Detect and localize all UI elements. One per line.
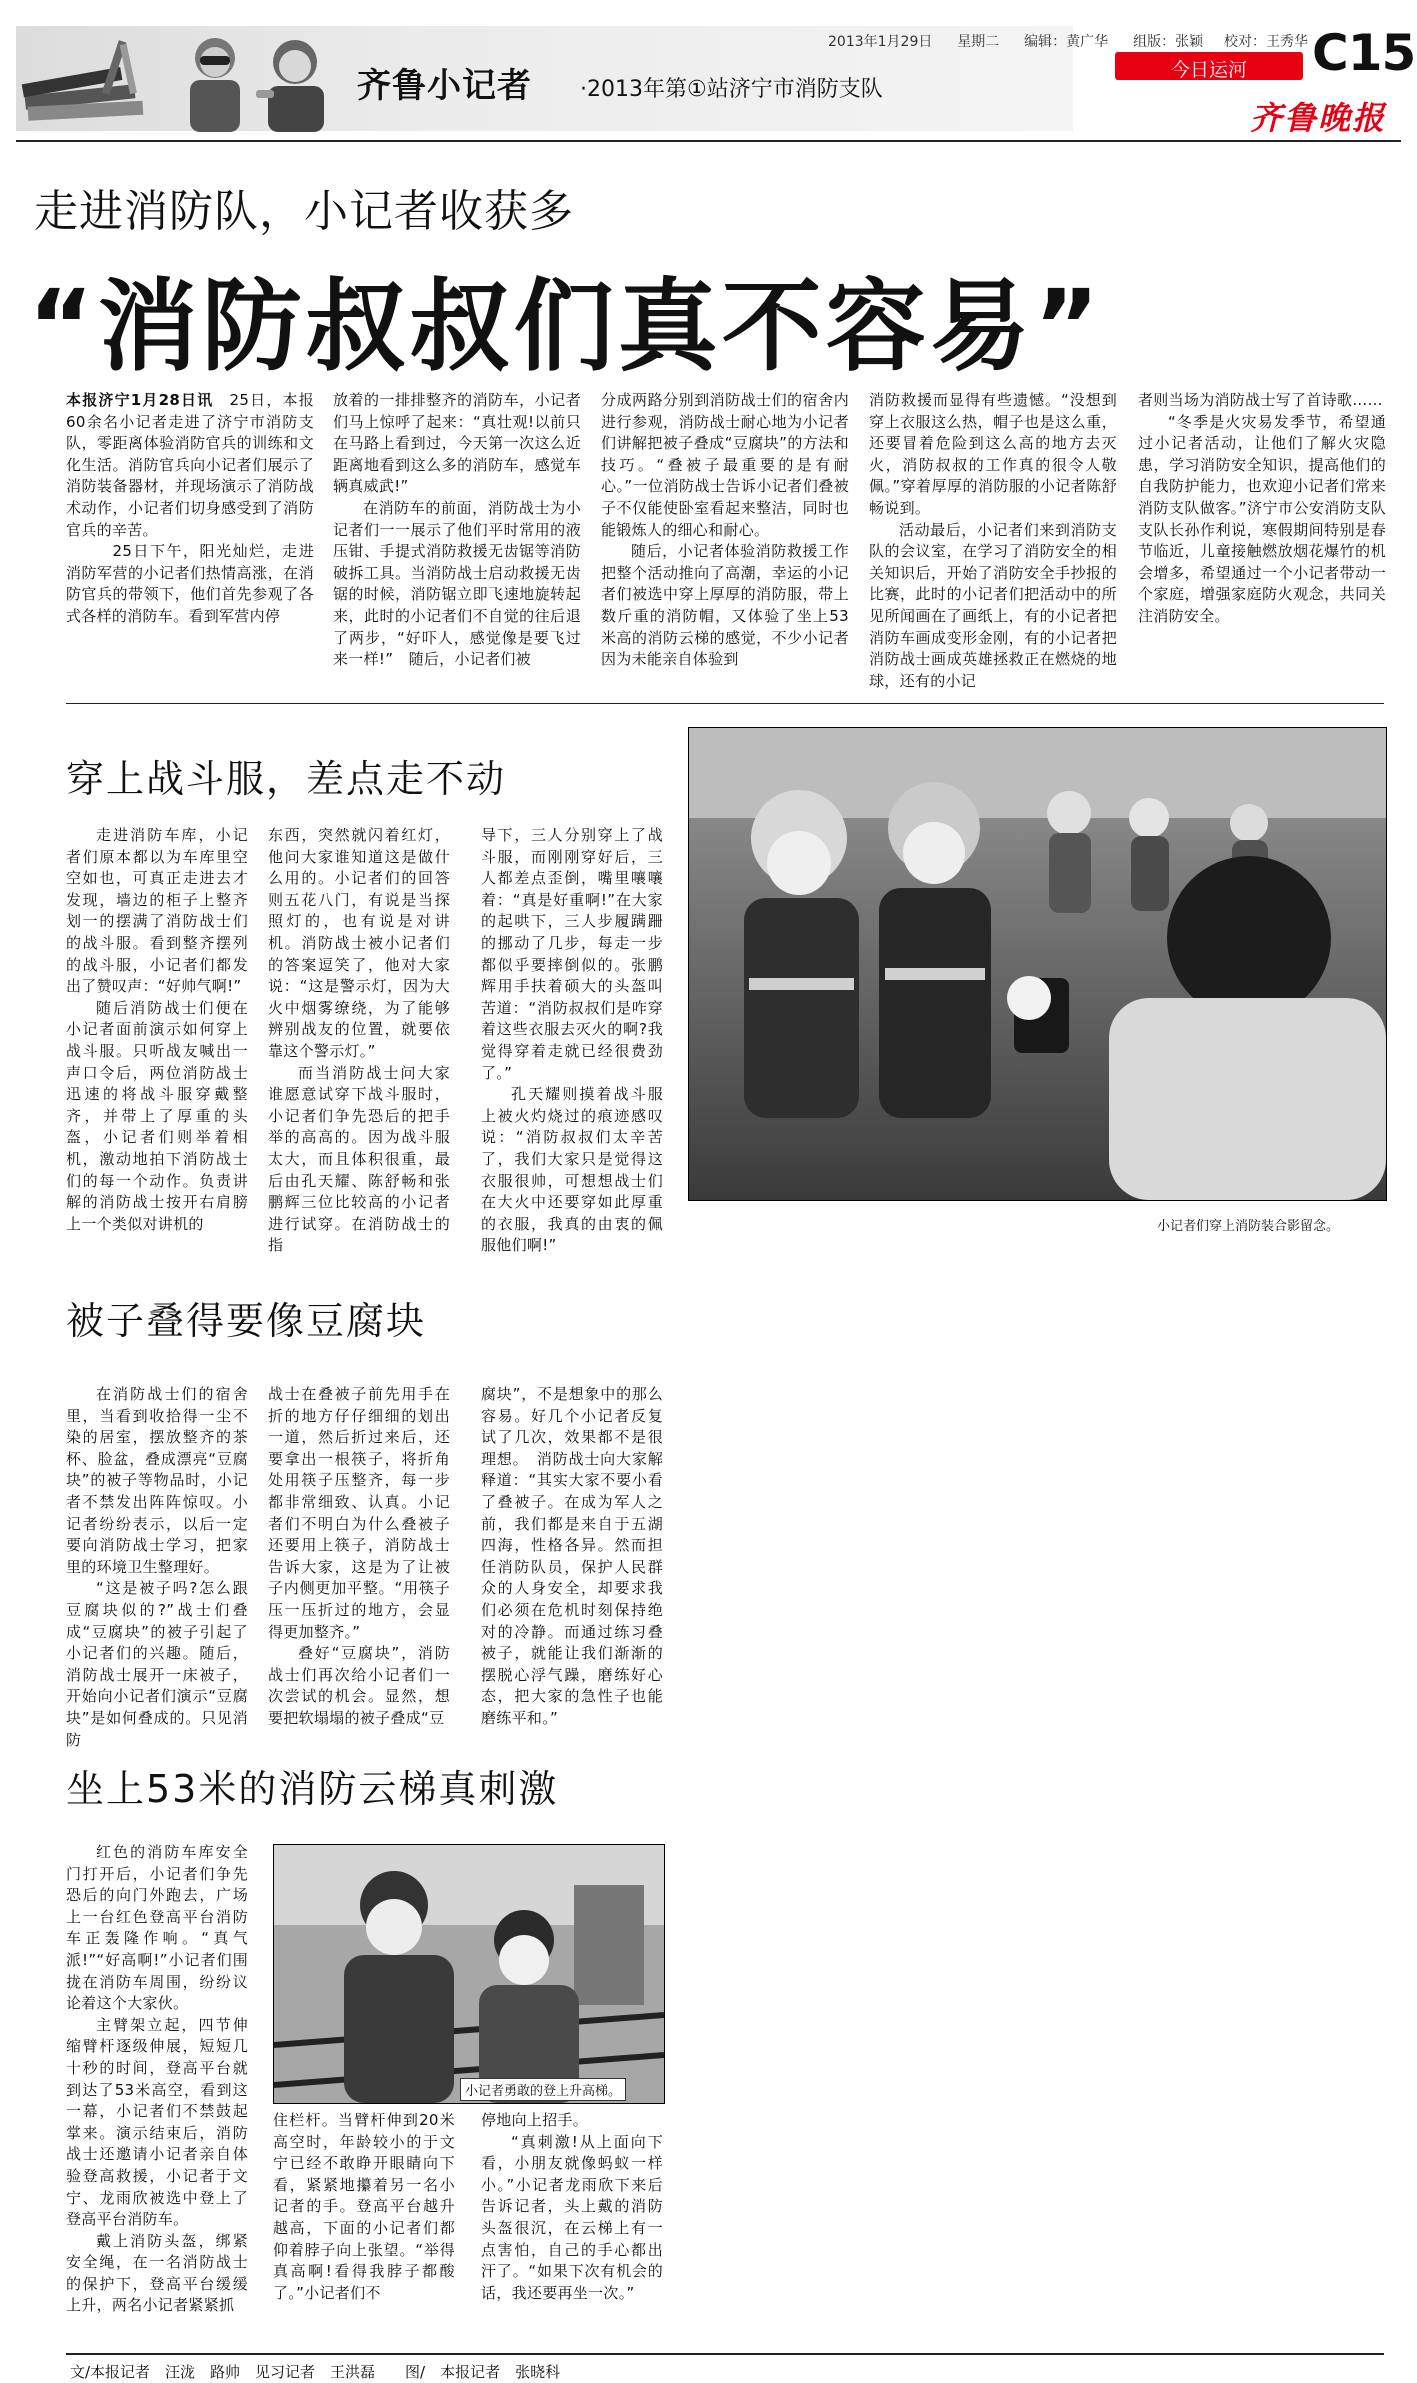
section3-title: 坐上53米的消防云梯真刺激 xyxy=(66,1767,559,1811)
books-illustration xyxy=(20,30,170,130)
lead-headline: “消防叔叔们真不容易” xyxy=(28,268,1104,385)
lead-col3-p2: 随后，小记者体验消防救援工作把整个活动推向了高潮，幸运的小记者们被选中穿上厚厚的消防服，带上数斤重的消防帽，又体验了坐上53米高的消防云梯的感觉，不少小记者因为未能亲自体验到 xyxy=(601,542,849,669)
column-name: 齐鲁小记者 xyxy=(357,66,532,106)
lead-column-4 xyxy=(869,390,1117,692)
s2-col2-p2: 叠好“豆腐块”，消防战士们再次给小记者们一次尝试的机会。显然，想要把软塌塌的被子叠成“豆 xyxy=(268,1644,450,1727)
lead-rule xyxy=(66,703,1384,704)
section1-title: 穿上战斗服，差点走不动 xyxy=(66,757,507,801)
children-illustration xyxy=(160,28,350,132)
footer-rule xyxy=(66,2353,1384,2355)
editor-credit: 编辑：黄广华 xyxy=(1024,34,1109,50)
section1-photo xyxy=(688,727,1387,1201)
s1-col3-p1: 导下，三人分别穿上了战斗服，而刚刚穿好后，三人都差点歪倒，嘴里嚷嚷着：“真是好重啊!”在大家的起哄下，三人步履蹒跚的挪动了几步，每走一步都似乎要摔倒似的。张鹏辉用手扶着硕大的头盔叫苦道：“消防叔叔们是咋穿着这些衣服去灭火的啊?我觉得穿着走就已经很费劲了。” xyxy=(481,826,663,1082)
dateline-row xyxy=(828,31,1308,51)
issue-date: 2013年1月29日 xyxy=(828,34,933,50)
section3-column-2 xyxy=(273,2110,455,2304)
footer-byline: 文/本报记者 汪泷 路帅 见习记者 王洪磊 图/ 本报记者 张晓科 xyxy=(70,2363,561,2381)
page-number: C15 xyxy=(1312,24,1416,82)
s1-col1-p1: 走进消防车库，小记者们原本都以为车库里空空如也，可真正走进去才发现，墙边的柜子上整齐划一的摆满了消防战士们的战斗服。看到整齐摆列的战斗服，小记者们都发出了赞叹声：“好帅气啊!” xyxy=(66,826,248,996)
section2-column-2 xyxy=(268,1384,450,1730)
layout-credit: 组版：张颖 xyxy=(1133,34,1204,50)
proof-credit: 校对：王秀华 xyxy=(1223,34,1308,50)
lead-column-5 xyxy=(1138,390,1386,628)
section-name: 今日运河 xyxy=(1170,59,1247,81)
s1-col2-p1: 东西，突然就闪着红灯，他问大家谁知道这是做什么用的。小记者们的回答则五花八门，有说是当探照灯的，也有说是对讲机。消防战士被小记者们的答案逗笑了，他对大家说：“这是警示灯，因为大火中烟雾缭绕，为了能够辨别战友的位置，就要依靠这个警示灯。” xyxy=(268,826,450,1060)
s1-col3-p2: 孔天耀则摸着战斗服上被火灼烧过的痕迹感叹说：“消防叔叔们太辛苦了，我们大家只是觉得这衣服很帅，可想想战士们在大火中还要穿如此厚重的衣服，我真的由衷的佩服他们啊!” xyxy=(481,1085,663,1255)
s2-col2-p1: 战士在叠被子前先用手在折的地方仔仔细细的划出一道，然后折过来后，还要拿出一根筷子，将折角处用筷子压整齐，每一步都非常细致、认真。小记者们不明白为什么叠被子还要用上筷子，消防战士告诉大家，这是为了让被子内侧更加平整。“用筷子压一压折过的地方，会显得更加整齐。” xyxy=(268,1385,450,1641)
section3-column-1 xyxy=(66,1842,248,2317)
lead-column-3 xyxy=(601,390,849,671)
s3-col1-p2: 主臂架立起，四节伸缩臂杆逐级伸展，短短几十秒的时间，登高平台就到达了53米高空，看到这一幕，小记者们不禁鼓起掌来。演示结束后，消防战士还邀请小记者亲自体验登高救援，小记者于文宁、龙雨欣被选中登上了登高平台消防车。 xyxy=(66,2015,248,2229)
section1-column-1 xyxy=(66,825,248,1235)
section1-column-2 xyxy=(268,825,450,1257)
s1-col2-p2: 而当消防战士问大家谁愿意试穿下战斗服时，小记者们争先恐后的把手举的高高的。因为战斗服太大，而且体积很重，最后由孔天耀、陈舒畅和张鹏辉三位比较高的小记者进行试穿。在消防战士的指 xyxy=(268,1063,450,1255)
lead-col4-p1: 消防救援而显得有些遗憾。“没想到穿上衣服这么热，帽子也是这么重，还要冒着危险到这么高的地方去灭火，消防叔叔的工作真的很令人敬佩。”穿着厚厚的消防服的小记者陈舒畅说到。 xyxy=(869,391,1117,517)
s3-col2-p1: 住栏杆。当臂杆伸到20米高空时，年龄较小的于文宁已经不敢睁开眼睛向下看，紧紧地攥着另一名小记者的手。登高平台越升越高，下面的小记者们都仰着脖子向上张望。“举得真高啊!看得我脖子都酸了。”小记者们不 xyxy=(273,2111,455,2302)
lead-col3-p1: 分成两路分别到消防战士们的宿舍内进行参观，消防战士耐心地为小记者们讲解把被子叠成“豆腐块”的方法和技巧。“叠被子最重要的是有耐心。”一位消防战士告诉小记者们叠被子不仅能使卧室看起来整洁，同时也能锻炼人的细心和耐心。 xyxy=(601,391,849,539)
section3-photo xyxy=(273,1844,665,2104)
lead-col4-p2: 活动最后，小记者们来到消防支队的会议室，在学习了消防安全的相关知识后，开始了消防安全手抄报的比赛，此时的小记者们把活动中的所见所闻画在了画纸上，有的小记者把消防车画成变形金刚，有的小记者把消防战士画成英雄拯救正在燃烧的地球，还有的小记 xyxy=(869,520,1117,690)
section1-column-3 xyxy=(481,825,663,1257)
lead-col5-p1: 者则当场为消防战士写了首诗歌…… xyxy=(1138,391,1383,409)
lead-dateline: 本报济宁1月28日讯 xyxy=(66,391,214,409)
section2-column-3 xyxy=(481,1384,663,1730)
s3-col3-p2: “真刺激!从上面向下看，小朋友就像蚂蚁一样小。”小记者龙雨欣下来后告诉记者，头上戴的消防头盔很沉，在云梯上有一点害怕，自己的手心都出汗了。“如果下次有机会的话，我还要再坐一次。” xyxy=(481,2132,663,2302)
lead-col2-p2: 在消防车的前面，消防战士为小记者们一一展示了他们平时常用的液压钳、手提式消防救援无齿锯等消防破拆工具。当消防战士启动救援无齿锯的时候，消防锯立即飞速地旋转起来，此时的小记者们不自觉的往后退了两步，“好吓人，感觉像是要飞过来一样!” 随后，小记者们被 xyxy=(333,498,581,669)
lead-col1-p2: 25日下午，阳光灿烂，走进消防军营的小记者们热情高涨，在消防官兵的带领下，他们首先参观了各式各样的消防车。看到军营内停 xyxy=(66,542,314,625)
lead-column-2 xyxy=(333,390,581,671)
s3-col1-p3: 戴上消防头盔，绑紧安全绳，在一名消防战士的保护下，登高平台缓缓上升，两名小记者紧紧抓 xyxy=(66,2231,248,2315)
issue-weekday: 星期二 xyxy=(957,34,1000,50)
section3-photo-caption: 小记者勇敢的登上升高梯。 xyxy=(460,2078,626,2101)
lead-kicker: 走进消防队，小记者收获多 xyxy=(34,186,574,237)
column-subtitle: ·2013年第①站济宁市消防支队 xyxy=(580,77,883,102)
s2-col1-p1: 在消防战士们的宿舍里，当看到收拾得一尘不染的居室，摆放整齐的茶杯、脸盆，叠成漂亮“豆腐块”的被子等物品时，小记者不禁发出阵阵惊叹。小记者纷纷表示，以后一定要向消防战士学习，把家里的环境卫生整理好。 xyxy=(66,1385,248,1576)
s2-col3-p1: 腐块”，不是想象中的那么容易。好几个小记者反复试了几次，效果都不是很理想。 消防战士向大家解释道：“其实大家不要小看了叠被子。在成为军人之前，我们都是来自于五湖四海，性格各异。然而担任消防队员，保护人民群众的人身安全，却要求我们必须在危机时刻保持绝对的冷静。而通过练习叠被子，就能让我们渐渐的摆脱心浮气躁，磨练好心态，把大家的急性子也能磨练平和。” xyxy=(481,1385,663,1727)
lead-col1-p1: 25日，本报60余名小记者走进了济宁市消防支队，零距离体验消防官兵的训练和文化生活。消防官兵向小记者们展示了消防装备器材，并现场演示了消防战术动作，小记者们切身感受到了消防官兵的辛苦。 xyxy=(66,391,315,539)
section2-title: 被子叠得要像豆腐块 xyxy=(66,1299,427,1343)
section3-column-3 xyxy=(481,2110,663,2304)
s3-col1-p1: 红色的消防车库安全门打开后，小记者们争先恐后的向门外跑去，广场上一台红色登高平台消防车正轰隆作响。“真气派!”“好高啊!”小记者们围拢在消防车周围，纷纷议论着这个大家伙。 xyxy=(66,1843,248,2013)
s2-col1-p2: “这是被子吗?怎么跟豆腐块似的?”战士们叠成“豆腐块”的被子引起了小记者们的兴趣。随后，消防战士展开一床被子，开始向小记者们演示“豆腐块”是如何叠成的。只见消防 xyxy=(66,1579,248,1749)
s3-col3-p1: 停地向上招手。 xyxy=(481,2111,589,2129)
lead-col2-p1: 放着的一排排整齐的消防车，小记者们马上惊呼了起来：“真壮观!以前只在马路上看到过，今天第一次这么近距离地看到这么多的消防车，感觉车辆真威武!” xyxy=(333,391,581,496)
section2-column-1 xyxy=(66,1384,248,1751)
section1-photo-caption: 小记者们穿上消防装合影留念。 xyxy=(1157,1219,1340,1234)
lead-column-1 xyxy=(66,390,314,628)
newspaper-logo: 齐鲁晚报 xyxy=(1250,99,1387,137)
s1-col1-p2: 随后消防战士们便在小记者面前演示如何穿上战斗服。只听战友喊出一声口令后，两位消防战士迅速的将战斗服穿戴整齐，并带上了厚重的头盔，小记者们则举着相机，激动地拍下消防战士们的每一个动作。负责讲解的消防战士按开右肩膀上一个类似对讲机的 xyxy=(66,998,248,1233)
lead-col5-p2: “冬季是火灾易发季节，希望通过小记者活动，让他们了解火灾隐患，学习消防安全知识，提高他们的自我防护能力，也欢迎小记者们常来消防支队做客。”济宁市公安消防支队支队长孙作利说，寒假期间特别是春节临近，儿童接触燃放烟花爆竹的机会增多，希望通过一个小记者带动一个家庭，增强家庭防火观念，共同关注消防安全。 xyxy=(1138,412,1386,625)
masthead-rule xyxy=(16,140,1401,142)
